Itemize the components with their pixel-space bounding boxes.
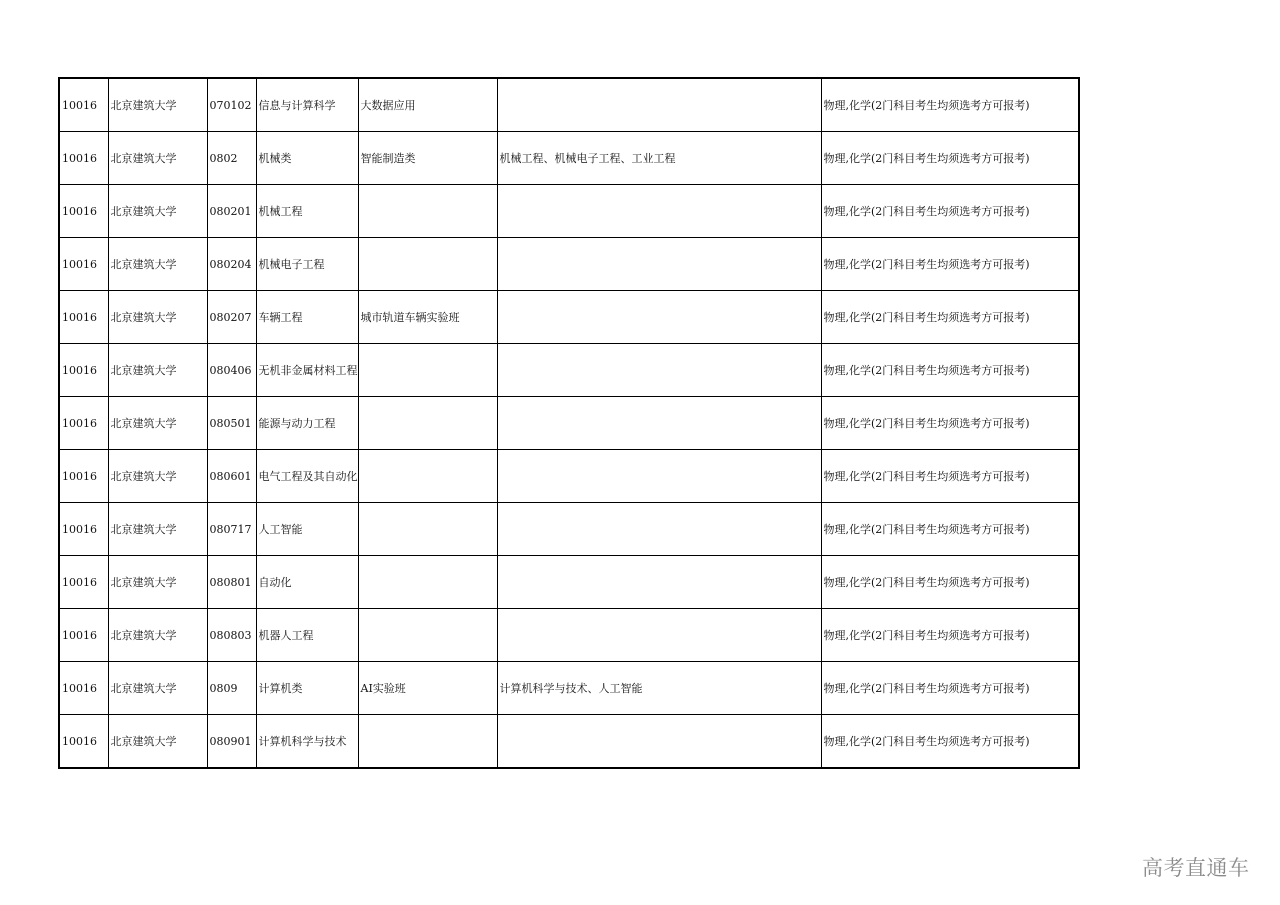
major-code-cell: 080801: [207, 556, 256, 609]
major-name-cell: 计算机科学与技术: [256, 715, 358, 769]
major-name-cell: 人工智能: [256, 503, 358, 556]
major-name-cell: 机器人工程: [256, 609, 358, 662]
subject-requirement-cell: 物理,化学(2门科目考生均须选考方可报考): [821, 78, 1079, 132]
major-code-cell: 070102: [207, 78, 256, 132]
subject-requirement-cell: 物理,化学(2门科目考生均须选考方可报考): [821, 238, 1079, 291]
major-code-cell: 0802: [207, 132, 256, 185]
school-name-cell: 北京建筑大学: [108, 238, 207, 291]
school-name-cell: 北京建筑大学: [108, 556, 207, 609]
major-name-cell: 自动化: [256, 556, 358, 609]
subject-requirement-cell: 物理,化学(2门科目考生均须选考方可报考): [821, 291, 1079, 344]
school-code-cell: 10016: [59, 503, 108, 556]
school-name-cell: 北京建筑大学: [108, 78, 207, 132]
major-code-cell: 080601: [207, 450, 256, 503]
subject-requirement-cell: 物理,化学(2门科目考生均须选考方可报考): [821, 609, 1079, 662]
school-code-cell: 10016: [59, 78, 108, 132]
school-name-cell: 北京建筑大学: [108, 185, 207, 238]
major-name-cell: 机械电子工程: [256, 238, 358, 291]
subject-requirement-table: [58, 77, 1080, 769]
major-note-cell: [358, 556, 497, 609]
included-majors-cell: [497, 291, 821, 344]
included-majors-cell: [497, 715, 821, 769]
table-row: [59, 662, 1079, 715]
school-code-cell: 10016: [59, 450, 108, 503]
major-note-cell: AI实验班: [358, 662, 497, 715]
school-code-cell: 10016: [59, 291, 108, 344]
watermark-text: 高考直通车: [1142, 856, 1250, 880]
major-code-cell: 080201: [207, 185, 256, 238]
major-note-cell: [358, 397, 497, 450]
school-name-cell: 北京建筑大学: [108, 662, 207, 715]
major-note-cell: 城市轨道车辆实验班: [358, 291, 497, 344]
major-name-cell: 能源与动力工程: [256, 397, 358, 450]
table-row: [59, 450, 1079, 503]
major-code-cell: 080717: [207, 503, 256, 556]
table-row: [59, 556, 1079, 609]
included-majors-cell: [497, 397, 821, 450]
school-name-cell: 北京建筑大学: [108, 450, 207, 503]
included-majors-cell: [497, 556, 821, 609]
school-code-cell: 10016: [59, 662, 108, 715]
major-name-cell: 车辆工程: [256, 291, 358, 344]
table-row: [59, 609, 1079, 662]
included-majors-cell: [497, 503, 821, 556]
table-row: [59, 715, 1079, 769]
included-majors-cell: [497, 185, 821, 238]
subject-requirement-cell: 物理,化学(2门科目考生均须选考方可报考): [821, 503, 1079, 556]
table-row: [59, 78, 1079, 132]
school-code-cell: 10016: [59, 556, 108, 609]
included-majors-cell: [497, 78, 821, 132]
major-code-cell: 080803: [207, 609, 256, 662]
included-majors-cell: 计算机科学与技术、人工智能: [497, 662, 821, 715]
school-name-cell: 北京建筑大学: [108, 132, 207, 185]
school-code-cell: 10016: [59, 344, 108, 397]
school-code-cell: 10016: [59, 185, 108, 238]
school-name-cell: 北京建筑大学: [108, 291, 207, 344]
included-majors-cell: 机械工程、机械电子工程、工业工程: [497, 132, 821, 185]
major-name-cell: 机械类: [256, 132, 358, 185]
major-name-cell: 机械工程: [256, 185, 358, 238]
subject-requirement-cell: 物理,化学(2门科目考生均须选考方可报考): [821, 132, 1079, 185]
table-row: [59, 132, 1079, 185]
included-majors-cell: [497, 238, 821, 291]
table-row: [59, 397, 1079, 450]
table-row: [59, 344, 1079, 397]
subject-requirement-cell: 物理,化学(2门科目考生均须选考方可报考): [821, 450, 1079, 503]
subject-requirement-cell: 物理,化学(2门科目考生均须选考方可报考): [821, 344, 1079, 397]
major-name-cell: 计算机类: [256, 662, 358, 715]
school-name-cell: 北京建筑大学: [108, 344, 207, 397]
subject-requirement-cell: 物理,化学(2门科目考生均须选考方可报考): [821, 397, 1079, 450]
included-majors-cell: [497, 344, 821, 397]
major-note-cell: [358, 609, 497, 662]
major-name-cell: 无机非金属材料工程: [256, 344, 358, 397]
table-row: [59, 503, 1079, 556]
major-note-cell: [358, 450, 497, 503]
table-row: [59, 238, 1079, 291]
major-code-cell: 080406: [207, 344, 256, 397]
major-code-cell: 0809: [207, 662, 256, 715]
included-majors-cell: [497, 609, 821, 662]
major-code-cell: 080204: [207, 238, 256, 291]
major-name-cell: 信息与计算科学: [256, 78, 358, 132]
school-code-cell: 10016: [59, 238, 108, 291]
table-row: [59, 185, 1079, 238]
subject-requirement-cell: 物理,化学(2门科目考生均须选考方可报考): [821, 662, 1079, 715]
major-note-cell: [358, 238, 497, 291]
table-body: [59, 78, 1079, 768]
major-note-cell: [358, 185, 497, 238]
included-majors-cell: [497, 450, 821, 503]
subject-requirement-cell: 物理,化学(2门科目考生均须选考方可报考): [821, 556, 1079, 609]
major-note-cell: [358, 715, 497, 769]
school-code-cell: 10016: [59, 132, 108, 185]
school-name-cell: 北京建筑大学: [108, 609, 207, 662]
major-note-cell: 智能制造类: [358, 132, 497, 185]
major-note-cell: 大数据应用: [358, 78, 497, 132]
major-code-cell: 080501: [207, 397, 256, 450]
major-note-cell: [358, 503, 497, 556]
major-note-cell: [358, 344, 497, 397]
school-name-cell: 北京建筑大学: [108, 715, 207, 769]
school-code-cell: 10016: [59, 715, 108, 769]
major-code-cell: 080207: [207, 291, 256, 344]
school-name-cell: 北京建筑大学: [108, 503, 207, 556]
subject-requirement-cell: 物理,化学(2门科目考生均须选考方可报考): [821, 715, 1079, 769]
school-code-cell: 10016: [59, 397, 108, 450]
major-name-cell: 电气工程及其自动化: [256, 450, 358, 503]
school-name-cell: 北京建筑大学: [108, 397, 207, 450]
major-code-cell: 080901: [207, 715, 256, 769]
subject-requirement-cell: 物理,化学(2门科目考生均须选考方可报考): [821, 185, 1079, 238]
school-code-cell: 10016: [59, 609, 108, 662]
table-row: [59, 291, 1079, 344]
